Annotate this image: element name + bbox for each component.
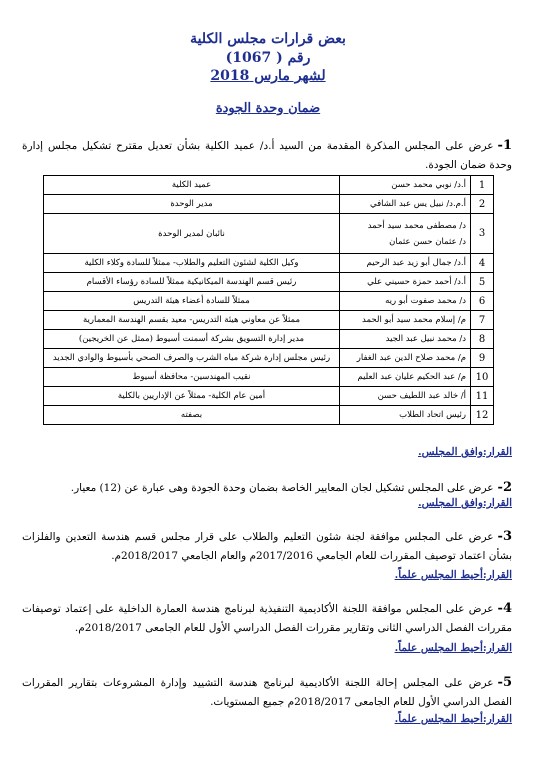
member-name: م/ محمد صلاح الدين عبد الغفار: [340, 349, 471, 368]
member-name: أ/ خالد عبد اللطيف حسن: [340, 387, 471, 406]
item-text: عرض على المجلس موافقة اللجنة الأكاديمية التنفيذية لبرنامج هندسة العمارة الداخلية على إعتماد توصيفات مقررات الفصل الدراسي الثانى وتقارير مقررات الفصل الدراسي الأول للعام الجامعى 2018/2017م.: [22, 603, 512, 634]
member-name: د/ محمد صفوت أبو ريه: [340, 292, 471, 311]
item-text: عرض على المجلس المذكرة المقدمة من السيد أ.د/ عميد الكلية بشأن تعديل مقترح تشكيل مجلس إدارة وحدة ضمان الجودة.: [22, 140, 512, 171]
row-number: 6: [471, 292, 494, 311]
member-role: ممثلاً للسادة أعضاء هيئة التدريس: [44, 292, 340, 311]
member-role: ممثلاً عن معاوني هيئة التدريس- معيد بقسم الهندسة المعمارية: [44, 311, 340, 330]
item-5-decision: القرار:أحيط المجلس علماً.: [394, 713, 512, 725]
table-row: [44, 176, 494, 195]
member-name: أ.د/ نوبي محمد حسن: [340, 176, 471, 195]
row-number: 8: [471, 330, 494, 349]
member-name-2: د/ عثمان حسن عثمان: [389, 236, 466, 247]
table-row: [44, 273, 494, 292]
member-name: أ.د/ جمال أبو زيد عبد الرحيم: [340, 254, 471, 273]
table-row: [44, 368, 494, 387]
item-2-decision: القرار:وافق المجلس.: [418, 497, 512, 509]
member-name: [340, 214, 471, 254]
item-number: 3-: [497, 529, 512, 544]
item-3: [22, 527, 512, 566]
member-role: رئيس مجلس إدارة شركة مياه الشرب والصرف الصحي بأسيوط والوادي الجديد: [44, 349, 340, 368]
item-1: [22, 136, 512, 175]
member-name-1: د/ مصطفى محمد سيد أحمد: [367, 220, 466, 231]
table-row: [44, 330, 494, 349]
member-role: مدير إدارة التسويق بشركة أسمنت أسيوط (ممثل عن الخريجين): [44, 330, 340, 349]
item-2: [22, 478, 512, 498]
table-row: [44, 349, 494, 368]
header-title: بعض قرارات مجلس الكلية: [190, 31, 346, 47]
item-number: 2-: [497, 480, 512, 495]
row-number: 11: [471, 387, 494, 406]
item-4-decision: القرار:أحيط المجلس علماً.: [394, 642, 512, 654]
member-role: مدير الوحدة: [44, 195, 340, 214]
row-number: 1: [471, 176, 494, 195]
table-row: [44, 195, 494, 214]
item-number: 4-: [497, 601, 512, 616]
item-text: عرض على المجلس تشكيل لجان المعايير الخاصة بضمان وحدة الجودة وهى عبارة عن (12) معيار.: [70, 482, 494, 494]
member-role: عميد الكلية: [44, 176, 340, 195]
member-name: أ.د/ أحمد حمزة حسيني علي: [340, 273, 471, 292]
item-text: عرض على المجلس إحالة اللجنة الأكاديمية لبرنامج هندسة التشييد وإدارة المشروعات بتقارير المقررات الفصل الدراسي الأول للعام الجامعى 2018/2017م جميع المستويات.: [22, 677, 512, 708]
row-number: 4: [471, 254, 494, 273]
table-row: [44, 254, 494, 273]
row-number: 5: [471, 273, 494, 292]
row-number: 2: [471, 195, 494, 214]
item-text: عرض على المجلس موافقة لجنة شئون التعليم والطلاب على قرار مجلس قسم هندسة التعدين والفلزات بشأن اعتماد توصيف المقررات للعام الجامعي 2017/2016م والعام الجامعي 2018/2017م.: [22, 531, 512, 562]
item-3-decision: القرار:أحيط المجلس علماً.: [394, 569, 512, 581]
member-role: وكيل الكلية لشئون التعليم والطلاب- ممثلاً للسادة وكلاء الكلية: [44, 254, 340, 273]
header-number: رقم ( 1067): [225, 50, 311, 66]
member-name: د/ محمد نبيل عبد الجيد: [340, 330, 471, 349]
item-1-decision: القرار:وافق المجلس.: [418, 446, 512, 458]
table-row: [44, 311, 494, 330]
table-row: [44, 387, 494, 406]
member-role: بصفته: [44, 406, 340, 425]
row-number: 10: [471, 368, 494, 387]
item-number: 5-: [497, 675, 512, 690]
row-number: 12: [471, 406, 494, 425]
item-4: [22, 599, 512, 638]
member-name: م/ إسلام محمد سيد أبو الحمد: [340, 311, 471, 330]
member-role: رئيس قسم الهندسة الميكانيكية ممثلاً للسادة رؤساء الأقسام: [44, 273, 340, 292]
member-name: أ.م.د/ نبيل يس عبد الشافي: [340, 195, 471, 214]
member-name: رئيس اتحاد الطلاب: [340, 406, 471, 425]
member-role: أمين عام الكلية- ممثلاً عن الإداريين بالكلية: [44, 387, 340, 406]
member-name: م/ عبد الحكيم عليان عبد العليم: [340, 368, 471, 387]
table-row: [44, 406, 494, 425]
row-number: 9: [471, 349, 494, 368]
item-number: 1-: [497, 138, 512, 153]
item-5: [22, 673, 512, 712]
header-month: لشهر مارس 2018: [210, 68, 326, 84]
table-row: [44, 214, 494, 254]
table-row: [44, 292, 494, 311]
row-number: 3: [471, 214, 494, 254]
row-number: 7: [471, 311, 494, 330]
section-title: ضمان وحدة الجودة: [215, 101, 321, 116]
member-role: نقيب المهندسين- محافظة أسيوط: [44, 368, 340, 387]
members-table: [43, 175, 494, 425]
member-role: نائبان لمدير الوحدة: [44, 214, 340, 254]
